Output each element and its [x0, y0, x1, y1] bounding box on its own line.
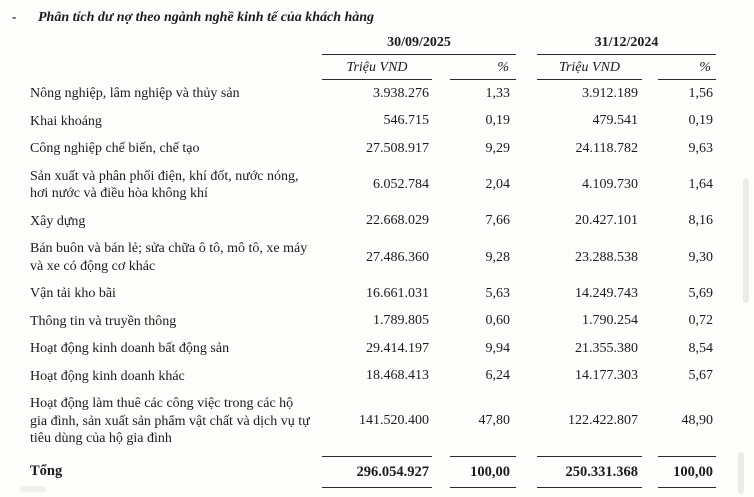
pct-2024: 8,16 — [688, 213, 713, 229]
period-header-2025: 30/09/2025 — [322, 29, 516, 55]
table-row-manufacturing — [30, 135, 716, 163]
section-title: Phân tích dư nợ theo ngành nghề kinh tế của khách hàng — [38, 10, 375, 25]
unit-header-amount-2025: Triệu VND — [322, 55, 432, 80]
total-amount-2024: 250.331.368 — [516, 453, 642, 490]
amount-2025: 29.414.197 — [366, 340, 429, 356]
scan-artifact — [738, 452, 744, 494]
amount-2025: 546.715 — [383, 113, 429, 129]
amount-2025: 141.520.400 — [359, 413, 429, 429]
sector-label: Hoạt động kinh doanh bất động sản — [30, 341, 230, 356]
pct-2025: 7,66 — [485, 213, 510, 229]
pct-2024: 5,69 — [688, 285, 713, 301]
label-column-header — [30, 29, 322, 55]
amount-2024: 20.427.101 — [575, 213, 638, 229]
sector-label: Vận tải kho bãi — [30, 286, 116, 301]
unit-header-percent-2024: % — [642, 55, 716, 80]
table-row-agriculture — [30, 80, 716, 108]
sector-label: Bán buôn và bán lẻ; sửa chữa ô tô, mô tô, xe máy và xe có động cơ khác — [30, 241, 308, 274]
pct-2024: 48,90 — [681, 413, 713, 429]
sector-label: Khai khoáng — [30, 113, 102, 129]
pct-2024: 5,67 — [688, 368, 713, 384]
amount-2025: 3.938.276 — [373, 85, 429, 101]
amount-2025: 16.661.031 — [366, 285, 429, 301]
amount-2024: 21.355.380 — [575, 340, 638, 356]
amount-2025: 22.668.029 — [366, 213, 429, 229]
sector-label: Hoạt động kinh doanh khác — [30, 368, 185, 384]
pct-2024: 1,64 — [688, 177, 713, 192]
unit-header-row — [30, 55, 716, 80]
amount-2024: 1.790.254 — [582, 313, 638, 329]
scan-artifact — [20, 486, 46, 492]
pct-2024: 0,19 — [688, 113, 713, 129]
pct-2024: 1,56 — [688, 85, 713, 101]
amount-2024: 479.541 — [592, 113, 638, 129]
table-row-real-estate — [30, 335, 716, 363]
table-row-electricity — [30, 163, 716, 208]
table-row-other-business — [30, 363, 716, 391]
pct-2025: 2,04 — [485, 177, 510, 192]
amount-2025: 1.789.805 — [373, 313, 429, 329]
pct-2024: 9,30 — [688, 249, 713, 265]
unit-header-amount-2024: Triệu VND — [516, 55, 642, 80]
amount-2024: 3.912.189 — [582, 85, 638, 101]
table-row-construction — [30, 208, 716, 236]
pct-2025: 5,63 — [485, 285, 510, 301]
amount-2025: 6.052.784 — [373, 177, 429, 192]
amount-2024: 24.118.782 — [575, 140, 638, 156]
amount-2025: 18.468.413 — [366, 368, 429, 384]
total-pct-2024: 100,00 — [642, 453, 716, 490]
sector-label: Thông tin và truyền thông — [30, 313, 177, 329]
unit-header-percent-2025: % — [432, 55, 516, 80]
total-pct-2025: 100,00 — [432, 453, 516, 490]
table-row-wholesale-retail — [30, 235, 716, 280]
pct-2025: 1,33 — [485, 85, 510, 101]
pct-2025: 9,28 — [485, 249, 510, 265]
pct-2025: 47,80 — [478, 413, 510, 429]
amount-2025: 27.508.917 — [366, 140, 429, 156]
pct-2024: 8,54 — [688, 340, 713, 356]
title-bullet: - — [12, 10, 17, 25]
table-row-transport — [30, 280, 716, 308]
pct-2025: 0,60 — [485, 313, 510, 329]
sector-label: Sản xuất và phân phối điện, khí đốt, nước nóng, hơi nước và điều hòa không khí — [30, 168, 299, 201]
table-row-household-employment — [30, 390, 716, 453]
pct-2025: 0,19 — [485, 113, 510, 129]
sector-label: Nông nghiệp, lâm nghiệp và thủy sản — [30, 86, 240, 101]
loan-analysis-table — [30, 29, 716, 490]
pct-2024: 9,63 — [688, 140, 713, 156]
pct-2024: 0,72 — [688, 313, 713, 329]
amount-2024: 14.177.303 — [575, 368, 638, 384]
total-amount-2025: 296.054.927 — [322, 453, 432, 490]
sector-label: Hoạt động làm thuê các công việc trong các hộ gia đình, sản xuất sản phẩm vật chất và dịch vụ tự tiêu dùng của hộ gia đình — [30, 396, 310, 446]
pct-2025: 6,24 — [485, 368, 510, 384]
amount-2024: 23.288.538 — [575, 249, 638, 265]
sector-label: Công nghiệp chế biến, chế tạo — [30, 141, 200, 156]
amount-2024: 4.109.730 — [582, 177, 638, 192]
section-title-row — [0, 6, 754, 29]
pct-2025: 9,29 — [485, 140, 510, 156]
pct-2025: 9,94 — [485, 340, 510, 356]
amount-2024: 122.422.807 — [568, 413, 638, 429]
amount-2025: 27.486.360 — [366, 249, 429, 265]
amount-2024: 14.249.743 — [575, 285, 638, 301]
sector-label: Xây dựng — [30, 213, 86, 229]
period-header-row — [30, 29, 716, 55]
period-header-2024: 31/12/2024 — [516, 29, 716, 55]
total-label: Tổng — [30, 463, 63, 479]
scan-artifact — [743, 178, 749, 303]
total-row — [30, 453, 716, 490]
table-row-mining — [30, 108, 716, 136]
table-row-information — [30, 308, 716, 336]
